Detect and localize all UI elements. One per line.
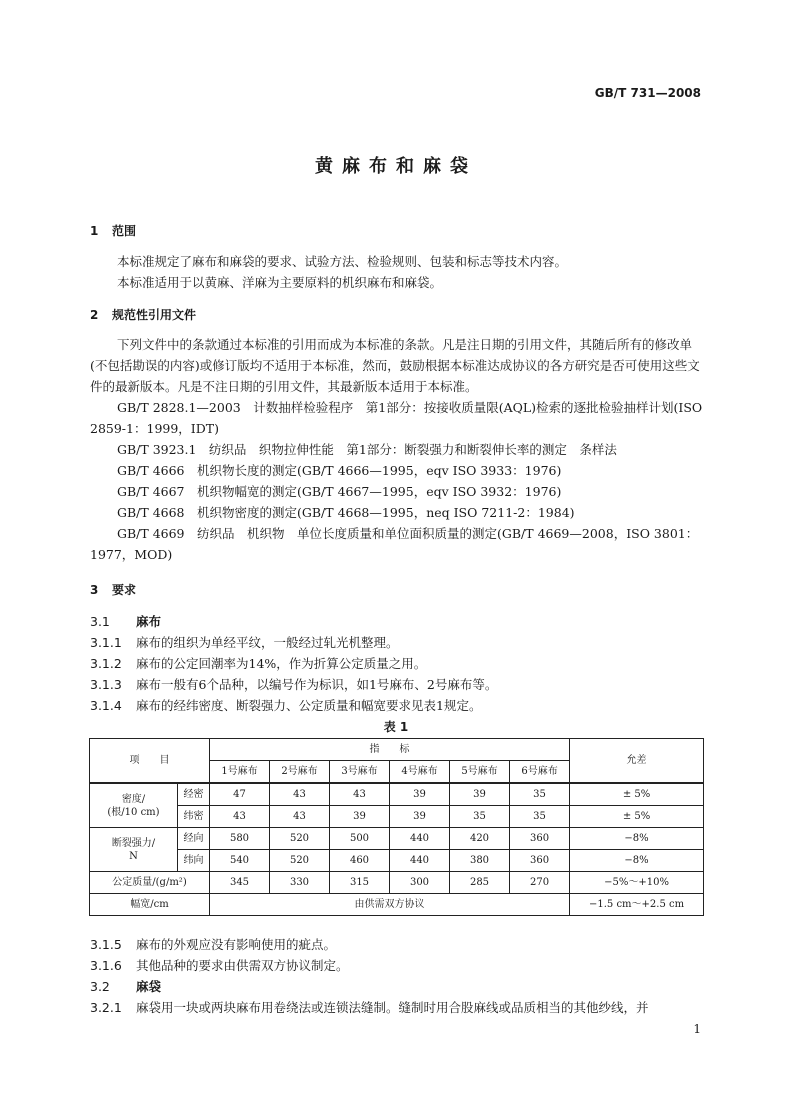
col-header: 6号麻布: [510, 761, 570, 784]
cell: 460: [330, 850, 390, 872]
section-3-heading: [90, 581, 136, 598]
col-header: 1号麻布: [210, 761, 270, 784]
cell: 43: [210, 806, 270, 828]
row-sublabel: 经向: [178, 828, 210, 850]
row-label-density: 密度/ (根/10 cm): [90, 783, 178, 828]
clause-3-1-1: [90, 633, 399, 651]
section-title: 规范性引用文件: [112, 308, 197, 322]
clause-number: 3.1.5: [90, 937, 122, 952]
cell-tolerance: ± 5%: [570, 783, 704, 806]
section-1-heading: [90, 222, 136, 239]
cell: 440: [390, 850, 450, 872]
cell: 43: [270, 806, 330, 828]
references-intro: 下列文件中的条款通过本标准的引用而成为本标准的条款。凡是注日期的引用文件，其随后所有的修改单(不包括勘误的内容)或修订版均不适用于本标准，然而，鼓励根据本标准达成协议的各方研究是否可使用这些文件的最新版本。凡是不注日期的引用文件，其最新版本适用于本标准。: [90, 337, 700, 394]
header-tolerance: 允差: [570, 739, 704, 784]
clause-number: 3.1.2: [90, 656, 122, 671]
table-row: [90, 850, 704, 872]
cell: 300: [390, 872, 450, 894]
cell: 35: [510, 806, 570, 828]
cell: 35: [450, 806, 510, 828]
cell: 270: [510, 872, 570, 894]
row-sublabel: 纬密: [178, 806, 210, 828]
clause-number: 3.1: [90, 614, 110, 629]
table-row: [90, 894, 704, 916]
clause-number: 3.1.4: [90, 698, 122, 713]
cell: 380: [450, 850, 510, 872]
reference-item: GB/T 2828.1—2003 计数抽样检验程序 第1部分：按接收质量限(AQL)检索的逐批检验抽样计划(ISO 2859-1：1999，IDT): [90, 400, 703, 436]
row-label-mass: 公定质量/(g/m²): [90, 872, 210, 894]
clause-number: 3.1.6: [90, 958, 122, 973]
scope-paragraph-2: 本标准适用于以黄麻、洋麻为主要原料的机织麻布和麻袋。: [117, 275, 443, 290]
cell: 360: [510, 828, 570, 850]
cell: 285: [450, 872, 510, 894]
cell: 540: [210, 850, 270, 872]
cell: 由供需双方协议: [210, 894, 570, 916]
cell: 330: [270, 872, 330, 894]
cell: 47: [210, 783, 270, 806]
clause-text: 麻布的组织为单经平纹，一般经过轧光机整理。: [136, 635, 399, 650]
cell-tolerance: −5%～+10%: [570, 872, 704, 894]
section-title: 范围: [112, 224, 137, 238]
clause-number: 3.1.1: [90, 635, 122, 650]
clause-text: 麻袋用一块或两块麻布用卷绕法或连锁法缝制。缝制时用合股麻线或品质相当的其他纱线，并: [136, 1000, 649, 1015]
clause-3-1-4: [90, 696, 481, 714]
clause-title: 麻布: [136, 614, 162, 629]
section-number: 1: [90, 224, 99, 238]
clause-3-1-3: [90, 675, 497, 693]
header-item: 项 目: [90, 739, 210, 784]
cell-tolerance: −1.5 cm～+2.5 cm: [570, 894, 704, 916]
cell: 345: [210, 872, 270, 894]
table-1: [89, 738, 704, 916]
table-row: [90, 828, 704, 850]
cell: 39: [330, 806, 390, 828]
clause-3-1-6: [90, 956, 349, 974]
reference-item: GB/T 3923.1 纺织品 织物拉伸性能 第1部分：断裂强力和断裂伸长率的测定 条样法: [117, 442, 617, 457]
cell: 440: [390, 828, 450, 850]
cell-tolerance: −8%: [570, 828, 704, 850]
col-header: 2号麻布: [270, 761, 330, 784]
col-header: 5号麻布: [450, 761, 510, 784]
standard-code: GB/T 731—2008: [594, 86, 701, 100]
reference-item: GB/T 4666 机织物长度的测定(GB/T 4666—1995，eqv ISO 3933：1976): [117, 463, 562, 478]
clause-text: 麻布一般有6个品种，以编号作为标识，如1号麻布、2号麻布等。: [136, 677, 498, 692]
section-number: 3: [90, 583, 99, 597]
cell: 500: [330, 828, 390, 850]
header-index: 指 标: [210, 739, 570, 761]
clause-3-2-1: [90, 998, 649, 1016]
cell: 420: [450, 828, 510, 850]
clause-text: 麻布的外观应没有影响使用的疵点。: [136, 937, 337, 952]
reference-item: GB/T 4667 机织物幅宽的测定(GB/T 4667—1995，eqv ISO 3932：1976): [117, 484, 562, 499]
scope-paragraph-1: 本标准规定了麻布和麻袋的要求、试验方法、检验规则、包装和标志等技术内容。: [117, 254, 568, 269]
clause-3-1: [90, 612, 161, 630]
clause-text: 麻布的经纬密度、断裂强力、公定质量和幅宽要求见表1规定。: [136, 698, 482, 713]
clause-title: 麻袋: [136, 979, 162, 994]
cell: 360: [510, 850, 570, 872]
cell: 35: [510, 783, 570, 806]
table-row: [90, 872, 704, 894]
cell: 39: [390, 783, 450, 806]
page-number: 1: [693, 1022, 701, 1036]
reference-item: GB/T 4669 纺织品 机织物 单位长度质量和单位面积质量的测定(GB/T 4669—2008，ISO 3801：1977，MOD): [90, 526, 699, 562]
cell: 520: [270, 850, 330, 872]
section-number: 2: [90, 308, 99, 322]
cell: 520: [270, 828, 330, 850]
cell: 43: [330, 783, 390, 806]
table-row: [90, 806, 704, 828]
cell-tolerance: −8%: [570, 850, 704, 872]
col-header: 3号麻布: [330, 761, 390, 784]
clause-3-1-2: [90, 654, 426, 672]
table-row: [90, 783, 704, 806]
table-caption: 表 1: [383, 720, 409, 734]
cell: 39: [450, 783, 510, 806]
row-sublabel: 纬向: [178, 850, 210, 872]
clause-3-1-5: [90, 935, 336, 953]
cell-tolerance: ± 5%: [570, 806, 704, 828]
cell: 39: [390, 806, 450, 828]
clause-number: 3.2: [90, 979, 110, 994]
section-title: 要求: [112, 583, 137, 597]
cell: 315: [330, 872, 390, 894]
cell: 43: [270, 783, 330, 806]
clause-3-2: [90, 977, 161, 995]
clause-number: 3.2.1: [90, 1000, 122, 1015]
col-header: 4号麻布: [390, 761, 450, 784]
row-label-width: 幅宽/cm: [90, 894, 210, 916]
row-label-strength: 断裂强力/ N: [90, 828, 178, 872]
section-2-heading: [90, 306, 196, 323]
clause-number: 3.1.3: [90, 677, 122, 692]
document-title: 黄麻布和麻袋: [315, 156, 477, 177]
row-sublabel: 经密: [178, 783, 210, 806]
cell: 580: [210, 828, 270, 850]
clause-text: 其他品种的要求由供需双方协议制定。: [136, 958, 349, 973]
clause-text: 麻布的公定回潮率为14%，作为折算公定质量之用。: [136, 656, 427, 671]
reference-item: GB/T 4668 机织物密度的测定(GB/T 4668—1995，neq ISO 7211-2：1984): [117, 505, 575, 520]
